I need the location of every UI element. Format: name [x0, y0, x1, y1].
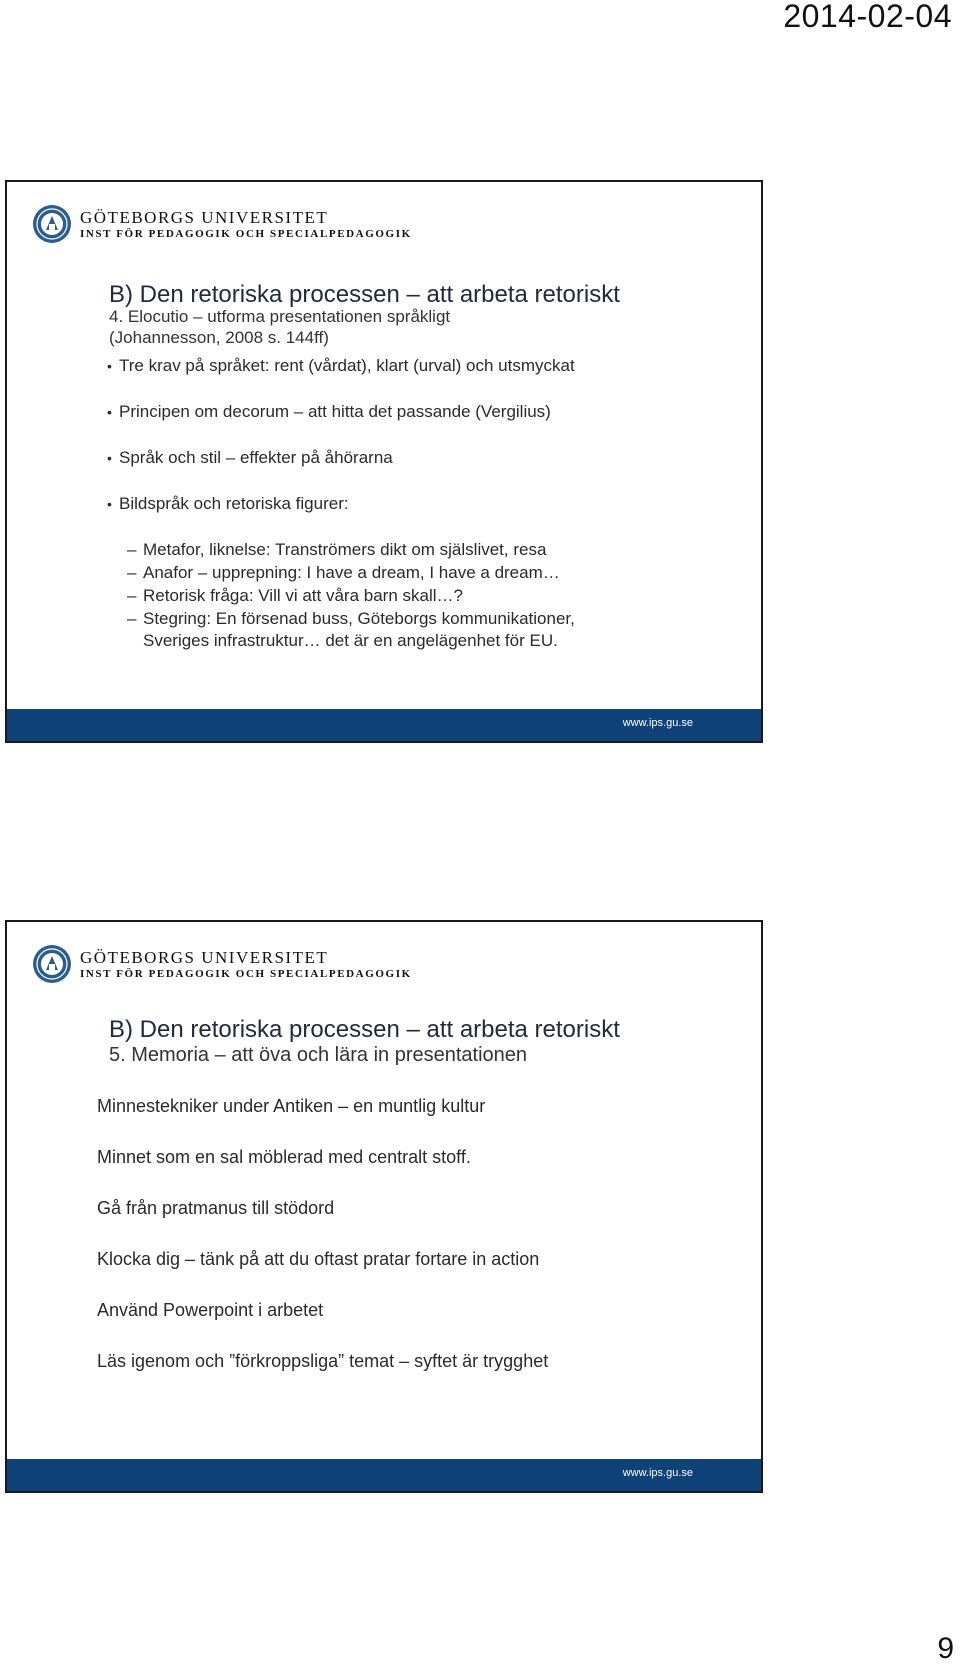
sub-bullet-text: Metafor, liknelse: Tranströmers dikt om själslivet, resa: [143, 540, 547, 559]
bullet-list: [107, 355, 575, 539]
list-item: Klocka dig – tänk på att du oftast pratar fortare in action: [97, 1249, 540, 1269]
list-item: – Anafor – upprepning: I have a dream, I have a dream…: [127, 562, 633, 584]
slide-footer-bar: [7, 1459, 761, 1491]
slide-header: [32, 944, 412, 984]
list-item: Minnet som en sal möblerad med centralt stoff.: [97, 1147, 471, 1167]
list-item: • Principen om decorum – att hitta det passande (Vergilius): [107, 402, 551, 421]
slide-title: B) Den retoriska processen – att arbeta retoriskt: [109, 1016, 620, 1043]
bullet-text: Bildspråk och retoriska figurer:: [119, 494, 349, 513]
list-item: • Språk och stil – effekter på åhörarna: [107, 448, 393, 467]
university-seal-icon: [32, 204, 72, 244]
department-name: INST FÖR PEDAGOGIK OCH SPECIALPEDAGOGIK: [80, 227, 412, 240]
slide-subtitle: 4. Elocutio – utforma presentationen språkligt (Johannesson, 2008 s. 144ff): [109, 307, 451, 347]
slide-footer-bar: [7, 709, 761, 741]
slide-elocutio: [5, 180, 763, 743]
org-names: [80, 948, 412, 981]
org-names: [80, 208, 412, 241]
bullet-text: Tre krav på språket: rent (vårdat), klart (urval) och utsmyckat: [119, 356, 575, 375]
list-item: Använd Powerpoint i arbetet: [97, 1300, 324, 1320]
footer-url: www.ips.gu.se: [622, 717, 693, 729]
bullet-text: Språk och stil – effekter på åhörarna: [119, 448, 393, 467]
list-item: – Metafor, liknelse: Tranströmers dikt om själslivet, resa: [127, 539, 633, 561]
sub-bullet-text: Retorisk fråga: Vill vi att våra barn skall…?: [143, 586, 463, 605]
footer-url: www.ips.gu.se: [622, 1467, 693, 1479]
slide-header: [32, 204, 412, 244]
list-item: Minnestekniker under Antiken – en muntlig kultur: [97, 1096, 486, 1116]
list-item: • Tre krav på språket: rent (vårdat), klart (urval) och utsmyckat: [107, 356, 575, 375]
university-name: GÖTEBORGS UNIVERSITET: [80, 947, 329, 967]
bullet-text: Principen om decorum – att hitta det passande (Vergilius): [119, 402, 551, 421]
page-number: 9: [937, 1632, 954, 1665]
university-seal-icon: [32, 944, 72, 984]
slide-subtitle: 5. Memoria – att öva och lära in presentationen: [109, 1044, 528, 1066]
sub-bullet-list: [127, 539, 633, 653]
department-name: INST FÖR PEDAGOGIK OCH SPECIALPEDAGOGIK: [80, 967, 412, 980]
list-item: • Bildspråk och retoriska figurer:: [107, 494, 349, 513]
slide-memoria: [5, 920, 763, 1493]
sub-bullet-text: Stegring: En försenad buss, Göteborgs kommunikationer, Sveriges infrastruktur… det är en angelägenhet för EU.: [143, 609, 575, 650]
slide-title: B) Den retoriska processen – att arbeta retoriskt: [109, 281, 620, 308]
list-item: – Retorisk fråga: Vill vi att våra barn skall…?: [127, 585, 633, 607]
item-list: [97, 1095, 548, 1401]
list-item: Läs igenom och ”förkroppsliga” temat – syftet är trygghet: [97, 1351, 549, 1371]
university-name: GÖTEBORGS UNIVERSITET: [80, 207, 329, 227]
page-date: 2014-02-04: [783, 0, 952, 34]
sub-bullet-text: Anafor – upprepning: I have a dream, I have a dream…: [143, 563, 560, 582]
list-item: – Stegring: En försenad buss, Göteborgs kommunikationer, Sveriges infrastruktur… det är en angelägenhet för EU.: [127, 608, 633, 652]
list-item: Gå från pratmanus till stödord: [97, 1198, 335, 1218]
